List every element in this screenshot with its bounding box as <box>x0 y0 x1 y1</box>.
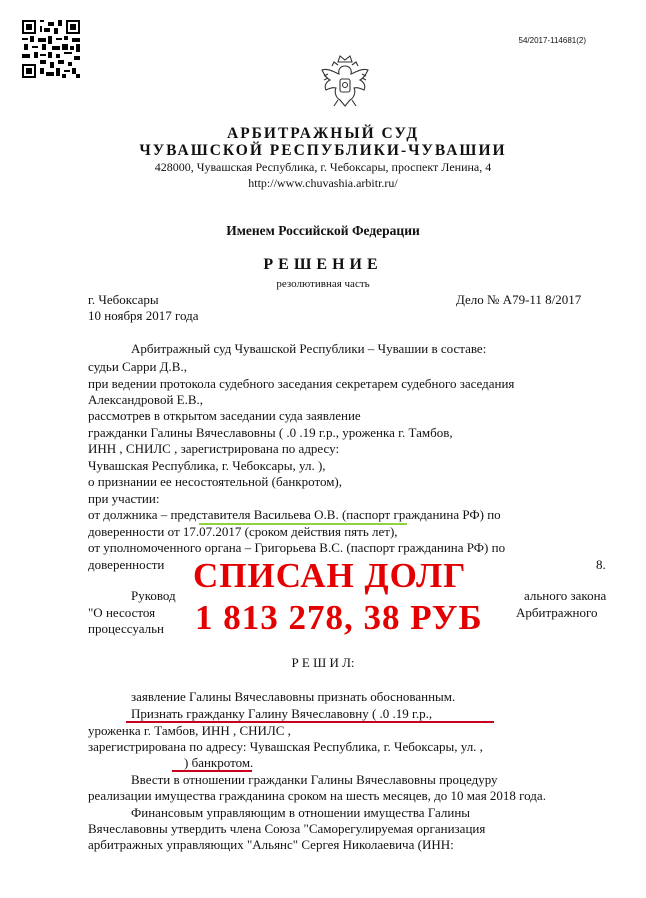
body-line: от должника – представителя Васильева О.В. (паспорт гражданина РФ) по <box>88 507 501 522</box>
body-line: Руковод <box>131 588 176 603</box>
body-line: Арбитражного <box>516 605 598 620</box>
ruling-line: ) банкротом. <box>184 755 254 770</box>
qr-code <box>22 20 80 78</box>
ruling-line: арбитражных управляющих "Альянс" Сергея Николаевича (ИНН: <box>88 837 454 852</box>
ruling-line: уроженка г. Тамбов, ИНН , СНИЛС , <box>88 723 291 738</box>
body-line: судьи Сарри Д.В., <box>88 359 187 374</box>
decision-date: 10 ноября 2017 года <box>88 308 199 323</box>
overlay-debt-amount: 1 813 278, 38 РУБ <box>195 598 483 637</box>
in-name-of-federation: Именем Российской Федерации <box>226 223 420 238</box>
body-line: доверенности от 17.07.2017 (сроком действия пять лет), <box>88 524 398 539</box>
body-line: от уполномоченного органа – Григорьева В.С. (паспорт гражданина РФ) по <box>88 540 506 555</box>
ruling-line: Вячеславовны утвердить члена Союза "Саморегулируемая организация <box>88 821 486 836</box>
ruling-line: заявление Галины Вячеславовны признать обоснованным. <box>131 689 456 704</box>
coat-of-arms-emblem <box>314 52 376 112</box>
body-line: процессуальн <box>88 621 164 636</box>
resolved-heading: Р Е Ш И Л: <box>291 655 355 670</box>
body-line: о признании ее несостоятельной (банкротом), <box>88 474 343 489</box>
court-name-line-1: АРБИТРАЖНЫЙ СУД <box>227 125 419 142</box>
body-line: при участии: <box>88 491 160 506</box>
court-website: http://www.chuvashia.arbitr.ru/ <box>248 176 398 190</box>
court-address: 428000, Чувашская Республика, г. Чебоксары, проспект Ленина, 4 <box>154 160 492 174</box>
case-number: Дело № А79-11 8/2017 <box>456 292 582 307</box>
body-line: гражданки Галины Вячеславовны ( .0 .19 г.р., уроженка г. Тамбов, <box>88 425 453 440</box>
body-line: доверенности <box>88 557 165 572</box>
body-line: Чувашская Республика, г. Чебоксары, ул. ), <box>88 458 326 473</box>
overlay-debt-written-off: СПИСАН ДОЛГ <box>193 556 467 595</box>
ruling-line: Признать гражданку Галину Вячеславовну ( .0 .19 г.р., <box>131 706 433 721</box>
ruling-line: реализации имущества гражданина сроком на шесть месяцев, до 10 мая 2018 года. <box>88 788 546 803</box>
court-name-line-2: ЧУВАШСКОЙ РЕСПУБЛИКИ-ЧУВАШИИ <box>139 142 507 159</box>
body-line: ИНН , СНИЛС , зарегистрирована по адресу: <box>88 441 340 456</box>
ruling-line: Финансовым управляющим в отношении имущества Галины <box>131 805 471 820</box>
document-number: 54/2017-114681(2) <box>518 36 586 45</box>
body-line: "О несостоя <box>88 605 156 620</box>
decision-subtitle: резолютивная часть <box>276 278 370 290</box>
body-line: Арбитражный суд Чувашской Республики – Чувашии в составе: <box>131 341 487 356</box>
body-line: ального закона <box>524 588 607 603</box>
decision-title: РЕШЕНИЕ <box>263 256 383 273</box>
body-line: Александровой Е.В., <box>88 392 204 407</box>
body-line: 8. <box>596 557 606 572</box>
body-line: рассмотрев в открытом заседании суда заявление <box>88 408 361 423</box>
ruling-line: зарегистрирована по адресу: Чувашская Республика, г. Чебоксары, ул. , <box>88 739 483 754</box>
body-line: при ведении протокола судебного заседания секретарем судебного заседания <box>88 376 515 391</box>
decision-city: г. Чебоксары <box>88 292 159 307</box>
ruling-line: Ввести в отношении гражданки Галины Вячеславовны процедуру <box>131 772 498 787</box>
